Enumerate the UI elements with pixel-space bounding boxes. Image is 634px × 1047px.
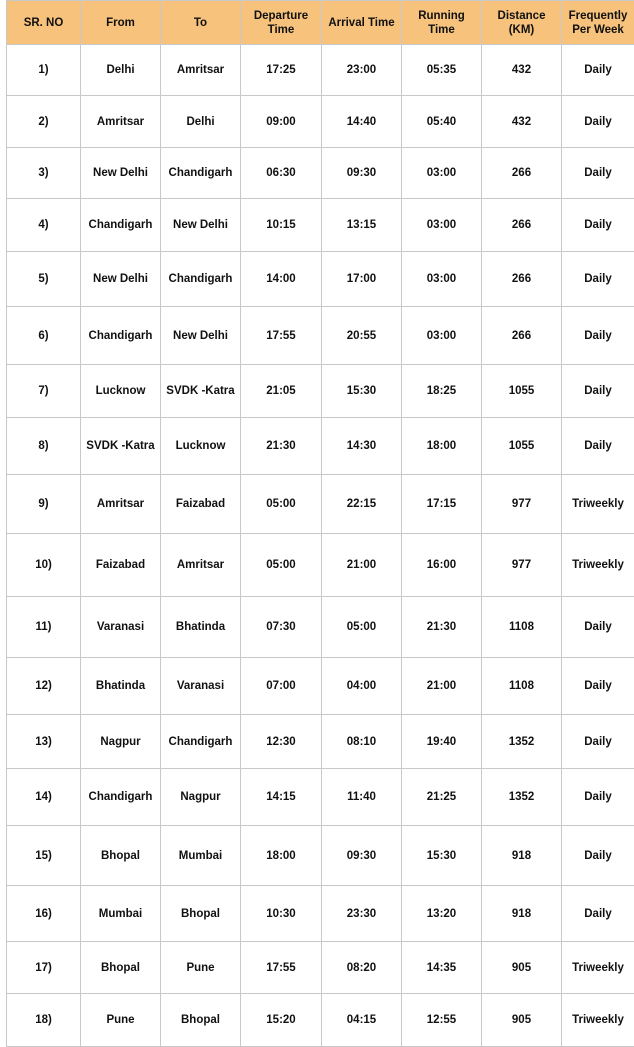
table-header-row: [7, 1, 634, 45]
cell-frequency: Triweekly: [562, 994, 634, 1047]
cell-from: Bhopal: [81, 826, 161, 886]
cell-from: Lucknow: [81, 365, 161, 418]
cell-from: Bhatinda: [81, 658, 161, 715]
table-row: [7, 942, 634, 994]
cell-from: Faizabad: [81, 534, 161, 597]
cell-running-time: 21:30: [402, 597, 482, 658]
cell-running-time: 12:55: [402, 994, 482, 1047]
cell-frequency: Daily: [562, 307, 634, 365]
cell-departure-time: 12:30: [241, 715, 322, 769]
cell-from: Nagpur: [81, 715, 161, 769]
header-arrival-time: Arrival Time: [322, 1, 402, 45]
cell-sr-no: 9): [7, 475, 81, 534]
cell-running-time: 21:25: [402, 769, 482, 826]
header-frequency: Frequently Per Week: [562, 1, 634, 45]
cell-to: Chandigarh: [161, 148, 241, 199]
cell-arrival-time: 08:10: [322, 715, 402, 769]
cell-sr-no: 8): [7, 418, 81, 475]
cell-running-time: 21:00: [402, 658, 482, 715]
cell-departure-time: 17:55: [241, 942, 322, 994]
cell-distance: 432: [482, 45, 562, 96]
cell-from: Mumbai: [81, 886, 161, 942]
cell-to: Mumbai: [161, 826, 241, 886]
cell-sr-no: 11): [7, 597, 81, 658]
cell-frequency: Daily: [562, 199, 634, 252]
cell-frequency: Triweekly: [562, 942, 634, 994]
table-row: [7, 418, 634, 475]
cell-departure-time: 15:20: [241, 994, 322, 1047]
cell-departure-time: 14:15: [241, 769, 322, 826]
cell-sr-no: 3): [7, 148, 81, 199]
cell-distance: 266: [482, 252, 562, 307]
cell-arrival-time: 08:20: [322, 942, 402, 994]
cell-arrival-time: 05:00: [322, 597, 402, 658]
cell-sr-no: 16): [7, 886, 81, 942]
cell-sr-no: 14): [7, 769, 81, 826]
table-row: [7, 148, 634, 199]
cell-frequency: Daily: [562, 886, 634, 942]
cell-to: New Delhi: [161, 199, 241, 252]
table-row: [7, 252, 634, 307]
cell-sr-no: 12): [7, 658, 81, 715]
cell-departure-time: 21:05: [241, 365, 322, 418]
table-row: [7, 475, 634, 534]
cell-from: Bhopal: [81, 942, 161, 994]
cell-to: Amritsar: [161, 534, 241, 597]
cell-arrival-time: 15:30: [322, 365, 402, 418]
cell-frequency: Daily: [562, 96, 634, 148]
cell-frequency: Triweekly: [562, 534, 634, 597]
cell-distance: 1352: [482, 769, 562, 826]
cell-running-time: 15:30: [402, 826, 482, 886]
cell-arrival-time: 04:00: [322, 658, 402, 715]
cell-departure-time: 10:30: [241, 886, 322, 942]
table-row: [7, 715, 634, 769]
cell-to: Pune: [161, 942, 241, 994]
cell-distance: 1108: [482, 658, 562, 715]
cell-running-time: 17:15: [402, 475, 482, 534]
cell-distance: 905: [482, 994, 562, 1047]
table-row: [7, 307, 634, 365]
cell-departure-time: 09:00: [241, 96, 322, 148]
cell-sr-no: 17): [7, 942, 81, 994]
table-row: [7, 886, 634, 942]
cell-running-time: 18:25: [402, 365, 482, 418]
cell-frequency: Triweekly: [562, 475, 634, 534]
cell-running-time: 05:40: [402, 96, 482, 148]
cell-running-time: 18:00: [402, 418, 482, 475]
cell-arrival-time: 20:55: [322, 307, 402, 365]
cell-frequency: Daily: [562, 597, 634, 658]
cell-departure-time: 18:00: [241, 826, 322, 886]
cell-frequency: Daily: [562, 418, 634, 475]
cell-running-time: 03:00: [402, 148, 482, 199]
cell-from: Chandigarh: [81, 199, 161, 252]
cell-to: Faizabad: [161, 475, 241, 534]
cell-arrival-time: 14:40: [322, 96, 402, 148]
cell-distance: 266: [482, 307, 562, 365]
cell-departure-time: 07:30: [241, 597, 322, 658]
table-body: [7, 45, 634, 1047]
cell-to: Bhopal: [161, 994, 241, 1047]
cell-departure-time: 17:55: [241, 307, 322, 365]
cell-from: SVDK -Katra: [81, 418, 161, 475]
cell-arrival-time: 04:15: [322, 994, 402, 1047]
cell-running-time: 03:00: [402, 199, 482, 252]
train-schedule-table: [6, 0, 634, 1047]
cell-departure-time: 21:30: [241, 418, 322, 475]
table-row: [7, 45, 634, 96]
cell-sr-no: 10): [7, 534, 81, 597]
cell-from: Pune: [81, 994, 161, 1047]
cell-arrival-time: 09:30: [322, 148, 402, 199]
cell-frequency: Daily: [562, 769, 634, 826]
cell-arrival-time: 09:30: [322, 826, 402, 886]
cell-distance: 432: [482, 96, 562, 148]
cell-to: Bhopal: [161, 886, 241, 942]
cell-from: Delhi: [81, 45, 161, 96]
cell-to: Varanasi: [161, 658, 241, 715]
cell-running-time: 05:35: [402, 45, 482, 96]
cell-to: SVDK -Katra: [161, 365, 241, 418]
table-row: [7, 826, 634, 886]
cell-distance: 266: [482, 199, 562, 252]
cell-arrival-time: 17:00: [322, 252, 402, 307]
cell-sr-no: 15): [7, 826, 81, 886]
cell-running-time: 13:20: [402, 886, 482, 942]
cell-running-time: 03:00: [402, 252, 482, 307]
cell-distance: 1055: [482, 365, 562, 418]
cell-departure-time: 14:00: [241, 252, 322, 307]
cell-frequency: Daily: [562, 826, 634, 886]
table-row: [7, 534, 634, 597]
table-row: [7, 994, 634, 1047]
cell-sr-no: 2): [7, 96, 81, 148]
cell-sr-no: 6): [7, 307, 81, 365]
cell-to: New Delhi: [161, 307, 241, 365]
table-row: [7, 96, 634, 148]
cell-from: Chandigarh: [81, 769, 161, 826]
table-row: [7, 597, 634, 658]
cell-arrival-time: 21:00: [322, 534, 402, 597]
cell-distance: 266: [482, 148, 562, 199]
cell-distance: 918: [482, 886, 562, 942]
header-from: From: [81, 1, 161, 45]
header-departure-time: Departure Time: [241, 1, 322, 45]
cell-departure-time: 05:00: [241, 475, 322, 534]
cell-sr-no: 18): [7, 994, 81, 1047]
header-sr-no: SR. NO: [7, 1, 81, 45]
cell-distance: 918: [482, 826, 562, 886]
cell-frequency: Daily: [562, 252, 634, 307]
cell-running-time: 14:35: [402, 942, 482, 994]
cell-from: New Delhi: [81, 148, 161, 199]
cell-from: Chandigarh: [81, 307, 161, 365]
cell-from: New Delhi: [81, 252, 161, 307]
cell-frequency: Daily: [562, 148, 634, 199]
cell-running-time: 03:00: [402, 307, 482, 365]
cell-distance: 905: [482, 942, 562, 994]
cell-arrival-time: 23:30: [322, 886, 402, 942]
cell-running-time: 16:00: [402, 534, 482, 597]
cell-departure-time: 07:00: [241, 658, 322, 715]
cell-to: Chandigarh: [161, 715, 241, 769]
cell-sr-no: 7): [7, 365, 81, 418]
cell-to: Amritsar: [161, 45, 241, 96]
header-distance: Distance (KM): [482, 1, 562, 45]
cell-distance: 977: [482, 534, 562, 597]
header-running-time: Running Time: [402, 1, 482, 45]
cell-frequency: Daily: [562, 365, 634, 418]
cell-to: Lucknow: [161, 418, 241, 475]
cell-arrival-time: 14:30: [322, 418, 402, 475]
cell-arrival-time: 13:15: [322, 199, 402, 252]
cell-distance: 1108: [482, 597, 562, 658]
cell-arrival-time: 11:40: [322, 769, 402, 826]
cell-departure-time: 06:30: [241, 148, 322, 199]
cell-to: Chandigarh: [161, 252, 241, 307]
cell-to: Delhi: [161, 96, 241, 148]
cell-departure-time: 05:00: [241, 534, 322, 597]
cell-to: Nagpur: [161, 769, 241, 826]
cell-frequency: Daily: [562, 715, 634, 769]
cell-from: Amritsar: [81, 96, 161, 148]
cell-departure-time: 10:15: [241, 199, 322, 252]
cell-departure-time: 17:25: [241, 45, 322, 96]
cell-from: Varanasi: [81, 597, 161, 658]
header-to: To: [161, 1, 241, 45]
cell-arrival-time: 22:15: [322, 475, 402, 534]
cell-distance: 977: [482, 475, 562, 534]
table-row: [7, 658, 634, 715]
cell-sr-no: 5): [7, 252, 81, 307]
cell-running-time: 19:40: [402, 715, 482, 769]
table-row: [7, 769, 634, 826]
cell-to: Bhatinda: [161, 597, 241, 658]
cell-frequency: Daily: [562, 658, 634, 715]
cell-frequency: Daily: [562, 45, 634, 96]
table-row: [7, 199, 634, 252]
cell-distance: 1055: [482, 418, 562, 475]
cell-arrival-time: 23:00: [322, 45, 402, 96]
cell-sr-no: 4): [7, 199, 81, 252]
cell-sr-no: 13): [7, 715, 81, 769]
cell-sr-no: 1): [7, 45, 81, 96]
table-row: [7, 365, 634, 418]
cell-distance: 1352: [482, 715, 562, 769]
cell-from: Amritsar: [81, 475, 161, 534]
